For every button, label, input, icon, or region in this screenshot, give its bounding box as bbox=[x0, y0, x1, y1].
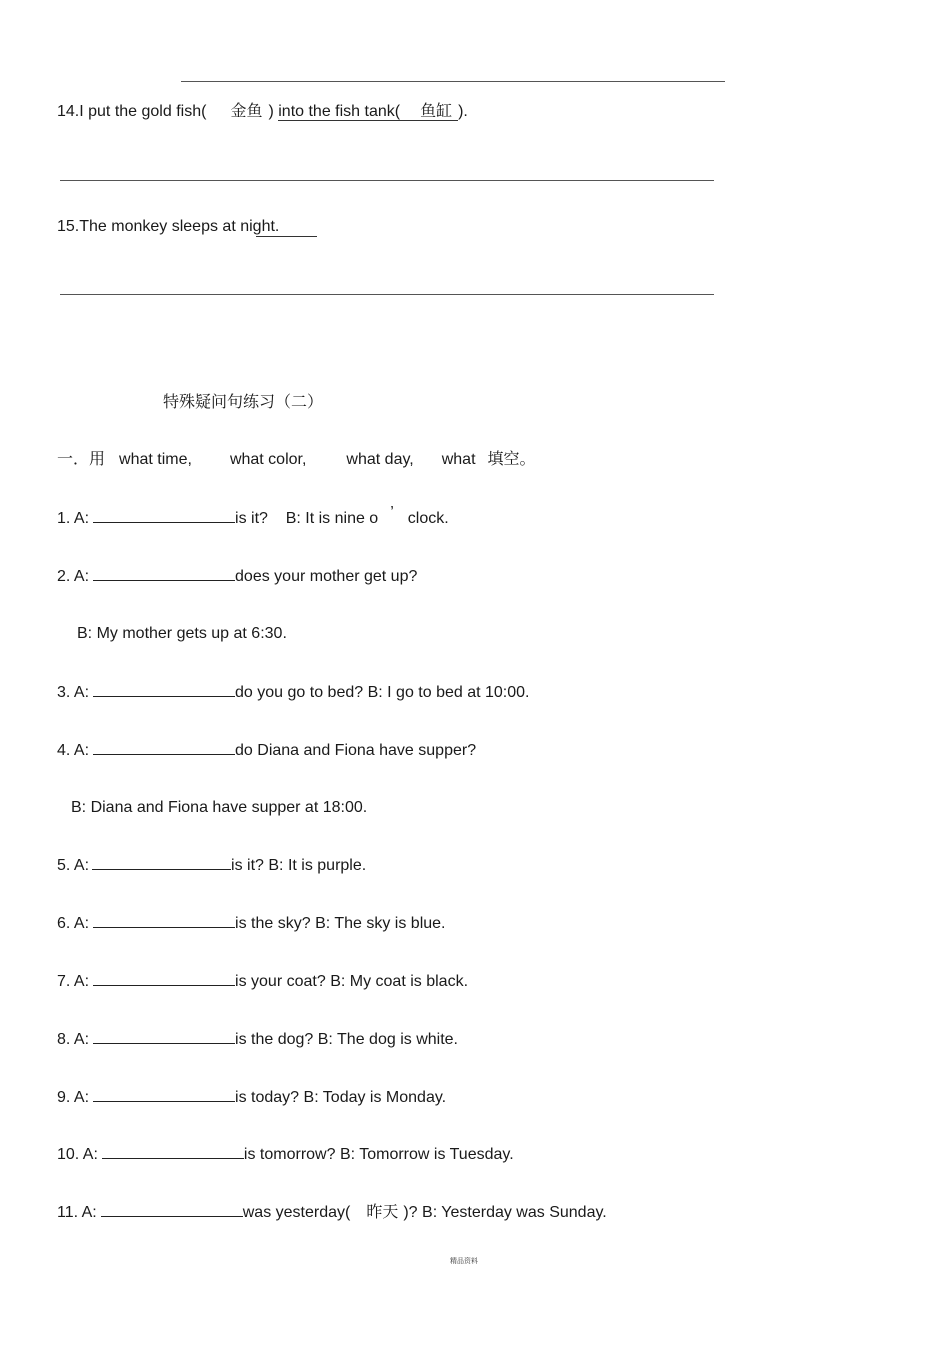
answer-blank[interactable] bbox=[93, 740, 235, 755]
question-9: 9. A: is today? B: Today is Monday. bbox=[57, 1089, 447, 1106]
answer-blank[interactable] bbox=[93, 1029, 235, 1044]
answer-line bbox=[60, 180, 714, 181]
instruction: 一．用 what time, what color, what day, what 填空。 bbox=[57, 449, 536, 468]
answer-blank[interactable] bbox=[92, 855, 231, 870]
underline-mark bbox=[256, 236, 317, 237]
chinese-gloss: 昨天 bbox=[366, 1202, 399, 1221]
chinese-gloss: 鱼缸 bbox=[420, 101, 453, 120]
question-1: 1. A: is it? B: It is nine o ’ clock. bbox=[57, 504, 449, 527]
page-footer: 精品资料 bbox=[450, 1257, 478, 1265]
answer-blank[interactable] bbox=[93, 566, 235, 581]
answer-2: B: My mother gets up at 6:30. bbox=[77, 625, 287, 642]
answer-blank[interactable] bbox=[93, 1087, 235, 1102]
question-11: 11. A: was yesterday( 昨天 )? B: Yesterday was Sunday. bbox=[57, 1202, 607, 1221]
question-6: 6. A: is the sky? B: The sky is blue. bbox=[57, 915, 446, 932]
answer-blank[interactable] bbox=[102, 1144, 244, 1159]
underlined-phrase: into the fish tank( 鱼缸 bbox=[278, 103, 458, 121]
question-5: 5. A: is it? B: It is purple. bbox=[57, 857, 367, 874]
answer-blank[interactable] bbox=[93, 913, 235, 928]
question-10: 10. A: is tomorrow? B: Tomorrow is Tuesday. bbox=[57, 1146, 514, 1163]
section-title: 特殊疑问句练习（二） bbox=[163, 392, 324, 411]
answer-line bbox=[60, 294, 714, 295]
answer-blank[interactable] bbox=[93, 508, 235, 523]
answer-blank[interactable] bbox=[101, 1202, 243, 1217]
question-4: 4. A: do Diana and Fiona have supper? bbox=[57, 742, 477, 759]
question-14: 14.I put the gold fish( 金鱼 ) into the fish tank( 鱼缸 ). bbox=[57, 101, 468, 120]
question-8: 8. A: is the dog? B: The dog is white. bbox=[57, 1031, 458, 1048]
answer-line bbox=[181, 81, 725, 82]
question-7: 7. A: is your coat? B: My coat is black. bbox=[57, 973, 469, 990]
question-2: 2. A: does your mother get up? bbox=[57, 568, 418, 585]
answer-blank[interactable] bbox=[93, 971, 235, 986]
answer-4: B: Diana and Fiona have supper at 18:00. bbox=[71, 799, 368, 816]
question-3: 3. A: do you go to bed? B: I go to bed at 10:00. bbox=[57, 684, 530, 701]
chinese-gloss: 金鱼 bbox=[230, 101, 263, 120]
question-15: 15.The monkey sleeps at night. bbox=[57, 218, 280, 235]
answer-blank[interactable] bbox=[93, 682, 235, 697]
